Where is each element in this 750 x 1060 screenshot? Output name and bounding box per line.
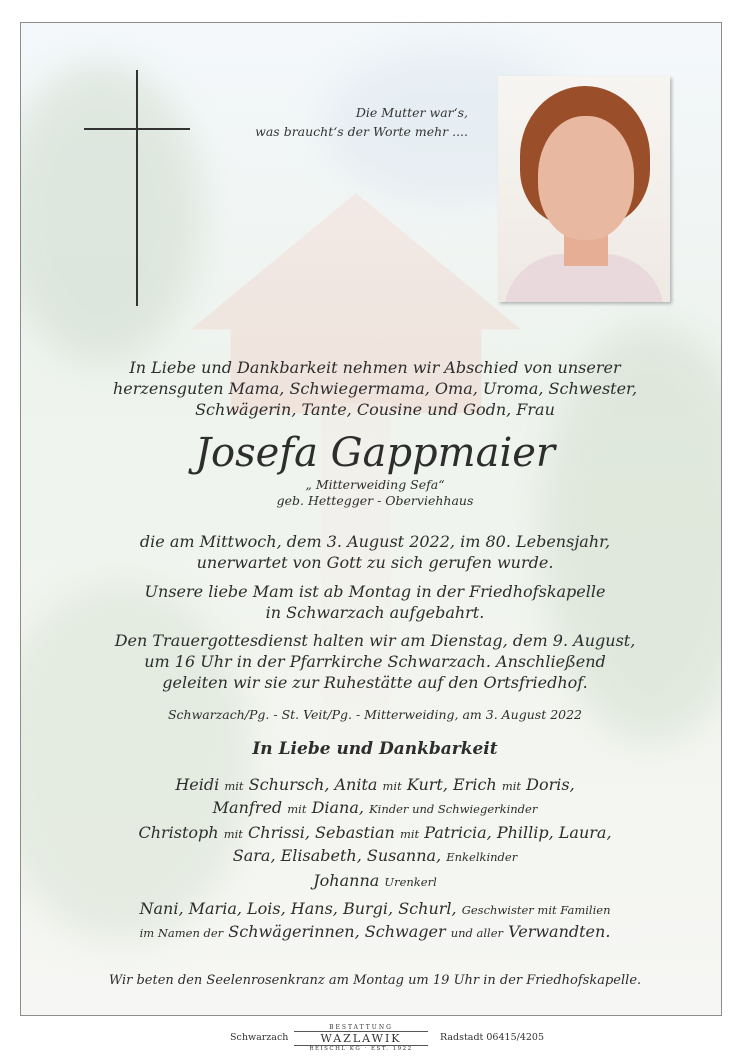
connector: mit — [287, 802, 307, 816]
relation-label: Geschwister mit Familien — [461, 903, 611, 917]
connector: mit — [501, 779, 522, 793]
intro-line: herzensguten Mama, Schwiegermama, Oma, Uroma, Schwester, — [112, 379, 638, 398]
connector: mit — [224, 779, 244, 793]
mourners-heading: In Liebe und Dankbarkeit — [252, 739, 498, 759]
mourners-line — [60, 921, 690, 944]
mourners-line — [60, 822, 690, 845]
mourners-siblings — [60, 898, 690, 944]
connector: im Namen der — [139, 926, 224, 940]
viewing-line: in Schwarzach aufgebahrt. — [265, 603, 485, 622]
mourners-line — [60, 898, 690, 921]
mourners-line — [60, 797, 690, 820]
motto-line: was braucht‘s der Worte mehr .... — [255, 124, 468, 139]
relation-label: Enkelkinder — [446, 850, 518, 864]
mourners-line — [60, 774, 690, 797]
mourner-name: Christoph — [138, 823, 219, 842]
mourner-name: Sara, Elisabeth, Susanna, — [232, 846, 442, 865]
viewing-line: Unsere liebe Mam ist ab Montag in der Friedhofskapelle — [144, 582, 606, 601]
logo-name: WAZLAWIK — [294, 1031, 428, 1046]
mourner-name: Verwandten. — [508, 922, 611, 941]
connector: mit — [382, 779, 402, 793]
connector: mit — [223, 827, 243, 841]
mourner-name: Nani, Maria, Lois, Hans, Burgi, Schurl, — [139, 899, 457, 918]
viewing-notice — [60, 581, 690, 623]
mourners-children — [60, 774, 690, 820]
motto-line: Die Mutter war‘s, — [355, 105, 468, 120]
death-notice — [60, 531, 690, 573]
mourner-name: Schursch, Anita — [248, 775, 378, 794]
place-and-date: Schwarzach/Pg. - St. Veit/Pg. - Mitterweiding, am 3. August 2022 — [167, 707, 583, 722]
intro-text — [60, 357, 690, 420]
service-line: Den Trauergottesdienst halten wir am Dienstag, dem 9. August, — [114, 631, 636, 650]
relation-label: Urenkerl — [384, 875, 437, 889]
logo-sub: REISCHL KG · EST. 1922 — [309, 1046, 413, 1052]
mourners-grandchildren — [60, 822, 690, 868]
mourner-name: Kurt, Erich — [406, 775, 497, 794]
logo-top: BESTATTUNG — [329, 1024, 393, 1031]
connector: mit — [399, 827, 420, 841]
motto — [150, 103, 468, 141]
mourners-line — [60, 845, 690, 868]
portrait-photo — [498, 76, 670, 302]
death-line: unerwartet von Gott zu sich gerufen wurde. — [196, 553, 554, 572]
mourner-name: Johanna — [313, 871, 380, 890]
mourner-name: Manfred — [212, 798, 283, 817]
mourner-name: Patricia, Phillip, Laura, — [424, 823, 612, 842]
relation-label: Kinder und Schwiegerkinder — [369, 802, 538, 816]
mourner-name: Heidi — [175, 775, 220, 794]
service-notice — [60, 630, 690, 693]
mourner-name: Schwägerinnen, Schwager — [228, 922, 446, 941]
mourners-great-grandchildren — [60, 870, 690, 893]
intro-line: In Liebe und Dankbarkeit nehmen wir Abschied von unserer — [129, 358, 621, 377]
nickname: „ Mitterweiding Sefa“ — [305, 477, 445, 492]
deceased-name: Josefa Gappmaier — [194, 430, 556, 476]
intro-line: Schwägerin, Tante, Cousine und Godn, Frau — [195, 400, 555, 419]
service-line: geleiten wir sie zur Ruhestätte auf den Ortsfriedhof. — [162, 673, 588, 692]
connector: und aller — [450, 926, 504, 940]
footer — [0, 1024, 750, 1054]
mourner-name: Doris, — [526, 775, 575, 794]
footer-contact: Radstadt 06415/4205 — [440, 1032, 544, 1043]
footer-location: Schwarzach — [230, 1032, 289, 1043]
funeral-home-logo — [294, 1024, 428, 1052]
service-line: um 16 Uhr in der Pfarrkirche Schwarzach. Anschließend — [144, 652, 606, 671]
mourner-name: Chrissi, Sebastian — [248, 823, 395, 842]
mourner-name: Diana, — [311, 798, 364, 817]
birth-name: geb. Hettegger - Oberviehhaus — [276, 493, 474, 508]
rosary-notice: Wir beten den Seelenrosenkranz am Montag um 19 Uhr in der Friedhofskapelle. — [108, 973, 642, 988]
death-line: die am Mittwoch, dem 3. August 2022, im 80. Lebensjahr, — [139, 532, 611, 551]
